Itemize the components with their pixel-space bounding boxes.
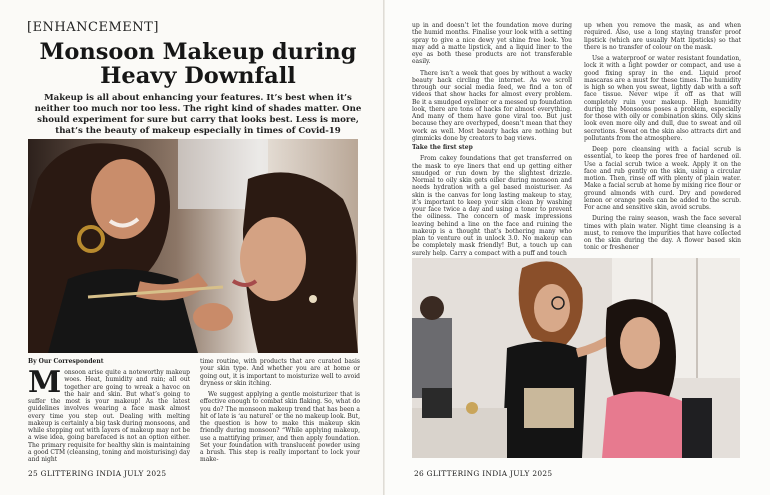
folio-left: 25 GLITTERING INDIA JULY 2025 xyxy=(28,469,167,478)
drop-cap: M xyxy=(28,369,62,400)
paragraph: Deep pore cleansing with a facial scrub is essential, to keep the pores free of hardened oil. Use a facial scrub twice a week. Apply it on the face and rub gently on the skin, using a circular motion. Then, rinse off with plenty of plain water. Make a facial scrub at home by mixing rice flour or ground almonds with curd. Dry and powdered lemon or orange peels can be added to the scrub. For acne and sensitive skin, avoid scrubs. xyxy=(584,146,741,211)
right-column-2 xyxy=(584,22,741,256)
paragraph: up when you remove the mask, as and when required. Also, use a long staying transfer proof lipstick (which are usually Matt lipsticks) so that there is no transfer of colour on the mask. xyxy=(584,22,741,51)
headline-line-1: Monsoon Makeup during xyxy=(39,39,357,65)
paragraph: time routine, with products that are curated basis your skin type. And whether you are at home or going out, it is important to moisturize well to avoid dryness or skin itching. xyxy=(200,358,360,387)
article-headline xyxy=(28,40,368,88)
article-byline: By Our Correspondent xyxy=(28,358,104,365)
backstage-makeup-photo xyxy=(412,258,740,458)
paragraph: During the rainy season, wash the face several times with plain water. Night time cleansing is a must, to remove the impurities that have collected on the skin during the day. A flower based skin tonic or freshener xyxy=(584,215,741,252)
photo-illustration xyxy=(412,258,740,458)
paragraph: There isn’t a week that goes by without a wacky beauty hack circling the internet. As we scroll through our social media feed, we find a ton of videos that show hacks for almost every problem. Be it a smudged eyeliner or a messed up foundation look, there are tons of hacks for almost everything. And many of them have gone viral too. But just because they are overhyped, doesn’t mean that they work as well. Most beauty hacks are nothing but gimmicks done by creators to bag views. xyxy=(412,69,572,142)
folio-right: 26 GLITTERING INDIA JULY 2025 xyxy=(414,469,553,478)
makeup-artist-photo xyxy=(28,139,358,353)
photo-illustration xyxy=(28,139,358,353)
subhead: Take the first step xyxy=(412,144,473,151)
left-column-2 xyxy=(200,358,360,465)
right-column-1 xyxy=(412,22,572,256)
paragraph: up in and doesn’t let the foundation move during the humid months. Finalise your look with a setting spray to give a nice dewy yet shine free look. You may add a matte lipstick, and a liquid liner to the eye as both these products are not transferable easily. xyxy=(412,22,572,66)
section-tag: [ENHANCEMENT] xyxy=(27,20,159,35)
paragraph: We suggest applying a gentle moisturizer that is effective enough to combat skin flaking. So, what do you do? The monsoon makeup trend that has been a hit of late is ‘au naturel’ or the no makeup look. But, the question is how to make this makeup skin friendly during monsoon? “While applying makeup, use a mattifying primer, and then apply foundation. Set your foundation with translucent powder using a brush. This step is really important to lock your make- xyxy=(200,391,360,464)
article-deck: Makeup is all about enhancing your features. It’s best when it’s neither too much nor too less. The right kind of shades matter. One should experiment for sure but carry that looks best. Less is more, that’s the beauty of makeup especially in times of Covid-19 xyxy=(34,93,362,136)
left-column-1 xyxy=(28,369,190,465)
paragraph: From cakey foundations that get transferred on the mask to eye liners that end up getting either smudged or run down by the slightest drizzle. Normal to oily skin gets oilier during monsoon and needs hydration with a gel based moisturiser. As skin is the canvas for long lasting makeup to stay, it’s important to keep your skin clean by washing your face twice a day and using a toner to prevent the oiliness. The concern of mask impressions leaving behind a line on the face and ruining the makeup is a thought that’s bothering many who plan to venture out in unlock 3.0. No makeup can be completely mask friendly! But, a touch up can surely help. Carry a compact with a puff and touch xyxy=(412,155,572,256)
paragraph-text: onsoon arise quite a noteworthy makeup woes. Heat, humidity and rain; all out together are going to wreak a havoc on the hair and skin. But what’s going to suffer the most is your makeup! As the latest guidelines involves wearing a face mask almost every time you step out. Dealing with melting makeup is certainly a big task during monsoons, and while stepping out with layers of makeup may not be a wise idea, going barefaced is not an option either. The primary requisite for healthy skin is maintaining a good CTM (cleansing, toning and moisturising) day and night xyxy=(28,369,190,463)
paragraph xyxy=(28,369,190,463)
paragraph: Use a waterproof or water resistant foundation, lock it with a light powder or compact, and use a good fixing spray in the end. Liquid proof mascaras are a must for these times. The humidity is high so when you sweat, lightly dab with a soft face tissue. Never wipe it off as that will completely ruin your makeup. High humidity during the Monsoons poses a problem, especially for those with oily or combination skins. Oily skins look even more oily and dull, due to sweat and oil secretions. Sweat on the skin also attracts dirt and pollutants from the atmosphere. xyxy=(584,55,741,142)
headline-line-2: Heavy Downfall xyxy=(100,63,296,89)
